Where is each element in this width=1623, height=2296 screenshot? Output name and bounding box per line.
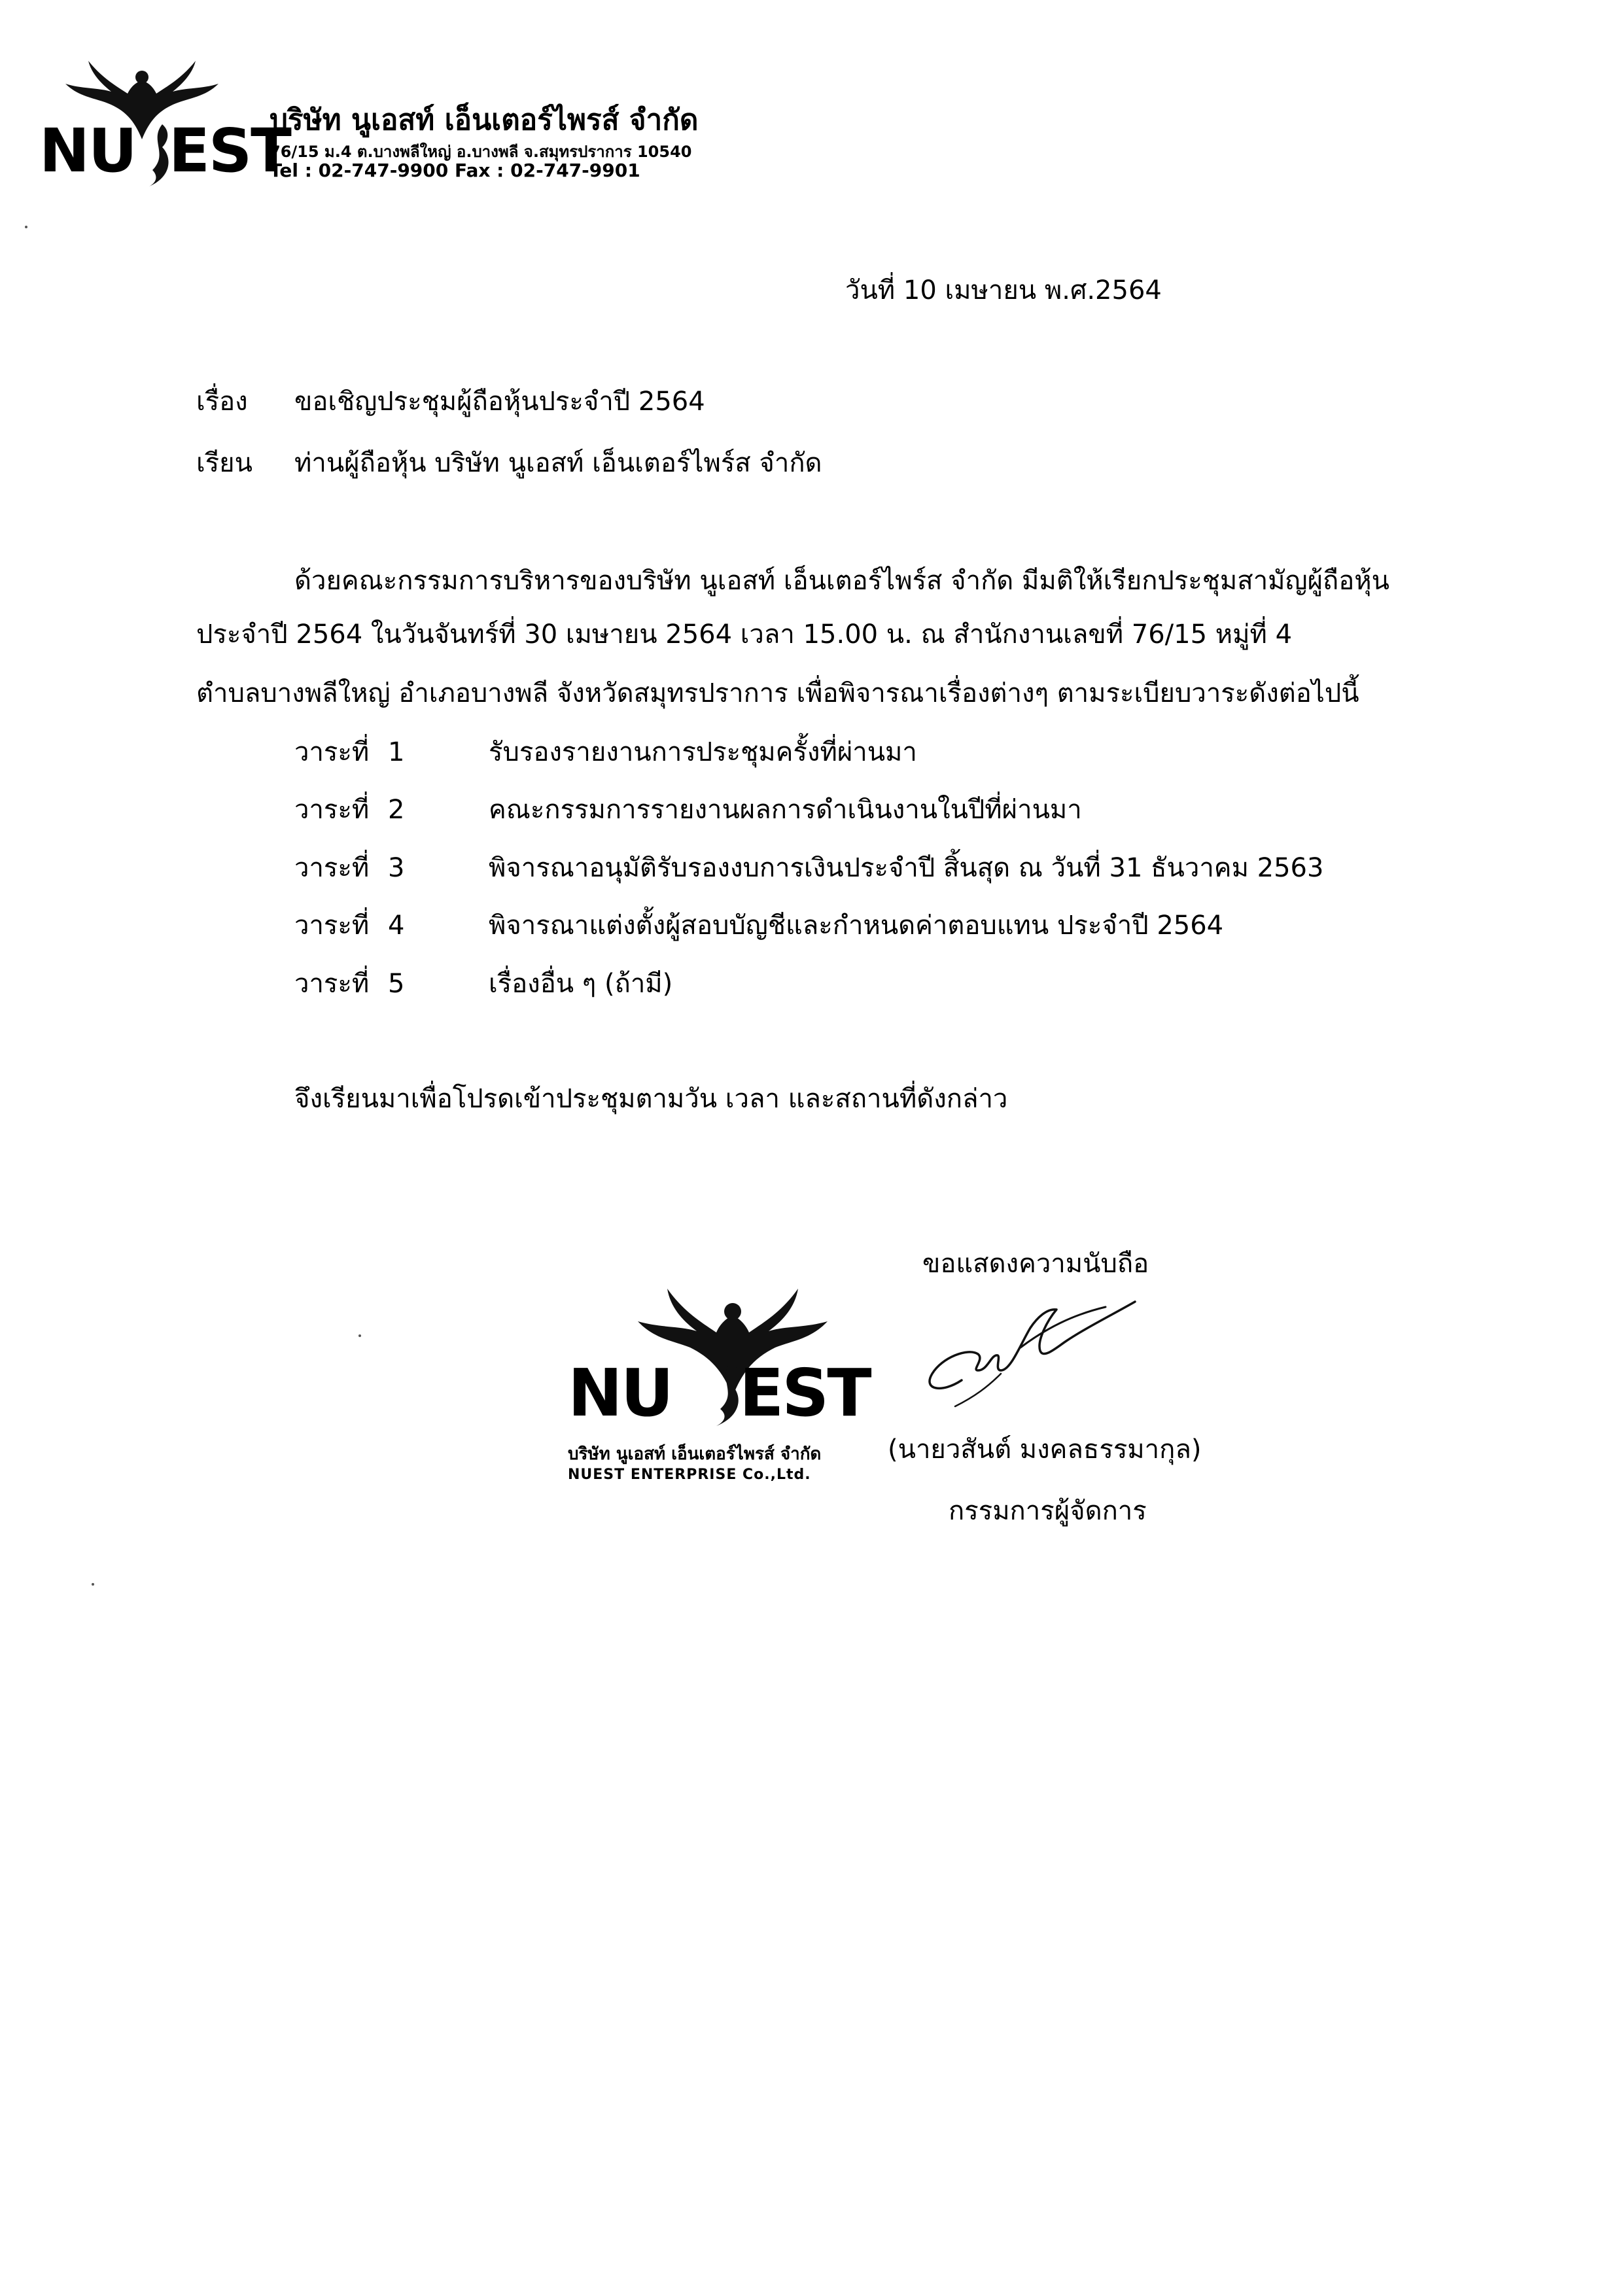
agenda-label: วาระที่: [294, 853, 370, 883]
company-contact: Tel : 02-747-9900 Fax : 02-747-9901: [270, 160, 640, 181]
agenda-number: 5: [388, 969, 405, 999]
stamp-logo-left: NU: [568, 1355, 672, 1431]
agenda-number: 3: [388, 853, 405, 883]
agenda-label: วาระที่: [294, 911, 370, 941]
stamp-company-en: NUEST ENTERPRISE Co.,Ltd.: [568, 1467, 811, 1483]
body-line-3: ตำบลบางพลีใหญ่ อำเภอบางพลี จังหวัดสมุทรปราการ เพื่อพิจารณาเรื่องต่างๆ ตามระเบียบวาระดังต่อไปนี้: [196, 678, 1359, 708]
body-line-2: ประจำปี 2564 ในวันจันทร์ที่ 30 เมษายน 2564 เวลา 15.00 น. ณ สำนักงานเลขที่ 76/15 หมู่ที่ 4: [196, 619, 1293, 650]
agenda-text: เรื่องอื่น ๆ (ถ้ามี): [489, 969, 673, 999]
stamp-logo-right: EST: [739, 1355, 870, 1431]
closing-text: จึงเรียนมาเพื่อโปรดเข้าประชุมตามวัน เวลา และสถานที่ดังกล่าว: [294, 1084, 1008, 1114]
agenda-label: วาระที่: [294, 737, 370, 767]
agenda-label: วาระที่: [294, 969, 370, 999]
stamp-company-th: บริษัท นูเอสท์ เอ็นเตอร์ไพรส์ จำกัด: [568, 1444, 822, 1464]
recipient-label: เรียน: [196, 448, 253, 478]
logo-text-left: NU: [39, 116, 136, 186]
handwritten-signature: [916, 1282, 1151, 1413]
logo-text-right: EST: [169, 116, 290, 186]
body-line-1: ด้วยคณะกรรมการบริหารของบริษัท นูเอสท์ เอ็นเตอร์ไพร์ส จำกัด มีมติให้เรียกประชุมสามัญผู้ถือหุ้น: [294, 566, 1390, 596]
company-name: บริษัท นูเอสท์ เอ็นเตอร์ไพรส์ จำกัด: [270, 103, 699, 137]
recipient-text: ท่านผู้ถือหุ้น บริษัท นูเอสท์ เอ็นเตอร์ไพร์ส จำกัด: [294, 448, 822, 478]
scan-speck: [92, 1583, 94, 1586]
agenda-number: 1: [388, 737, 405, 767]
agenda-text: พิจารณาอนุมัติรับรองงบการเงินประจำปี สิ้นสุด ณ วันที่ 31 ธันวาคม 2563: [489, 853, 1324, 883]
letter-date: วันที่ 10 เมษายน พ.ศ.2564: [845, 275, 1162, 305]
scan-speck: [358, 1334, 361, 1337]
regards-text: ขอแสดงความนับถือ: [922, 1249, 1149, 1279]
agenda-label: วาระที่: [294, 795, 370, 825]
signer-name: (นายวสันต์ มงคลธรรมากุล): [888, 1435, 1202, 1465]
company-address: 76/15 ม.4 ต.บางพลีใหญ่ อ.บางพลี จ.สมุทรปราการ 10540: [270, 143, 692, 161]
agenda-text: พิจารณาแต่งตั้งผู้สอบบัญชีและกำหนดค่าตอบแทน ประจำปี 2564: [489, 911, 1224, 941]
agenda-number: 4: [388, 911, 405, 941]
scan-speck: [25, 226, 27, 228]
agenda-number: 2: [388, 795, 405, 825]
subject-label: เรื่อง: [196, 387, 248, 417]
agenda-text: รับรองรายงานการประชุมครั้งที่ผ่านมา: [489, 737, 917, 767]
signer-position: กรรมการผู้จัดการ: [949, 1496, 1147, 1526]
agenda-text: คณะกรรมการรายงานผลการดำเนินงานในปีที่ผ่านมา: [489, 795, 1082, 825]
subject-text: ขอเชิญประชุมผู้ถือหุ้นประจำปี 2564: [294, 387, 705, 417]
